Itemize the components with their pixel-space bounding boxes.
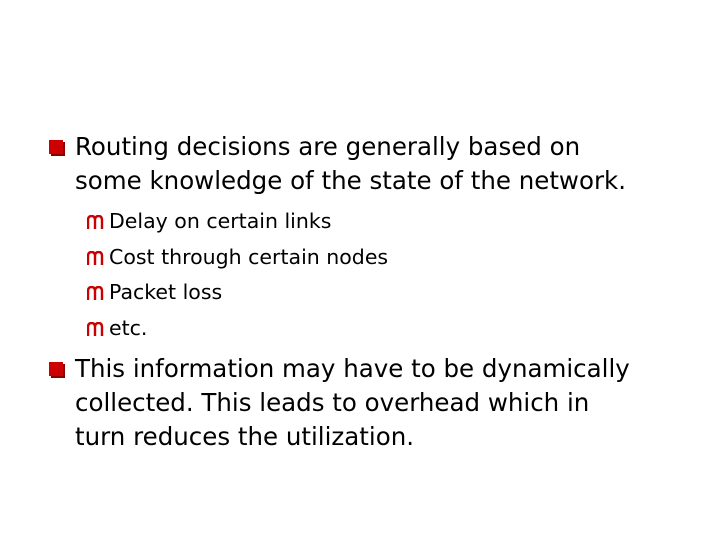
bullet-item — [0, 352, 635, 454]
square-bullet-icon — [48, 139, 66, 157]
bullet-list — [0, 130, 720, 454]
m-shaped-bullet-icon — [87, 286, 104, 301]
m-shaped-bullet-icon — [87, 322, 104, 337]
sub-bullet-text: Cost through certain nodes — [109, 244, 389, 269]
bullet-text: This information may have to be dynamically collected. This leads to overhead which in turn reduces the utilization. — [75, 354, 630, 451]
sub-bullet-text: etc. — [109, 315, 148, 340]
sub-bullet-item — [0, 275, 720, 311]
sub-bullet-text: Delay on certain links — [109, 209, 332, 233]
sub-bullet-item — [0, 204, 720, 240]
bullet-text: Routing decisions are generally based on some knowledge of the state of the network. — [75, 132, 626, 195]
sub-bullet-item — [0, 311, 720, 347]
m-shaped-bullet-icon — [87, 251, 104, 266]
sub-bullet-item — [0, 240, 720, 276]
sub-bullet-text: Packet loss — [109, 280, 223, 304]
m-shaped-bullet-icon — [87, 215, 104, 230]
bullet-item — [0, 130, 635, 198]
square-bullet-icon — [48, 361, 66, 379]
